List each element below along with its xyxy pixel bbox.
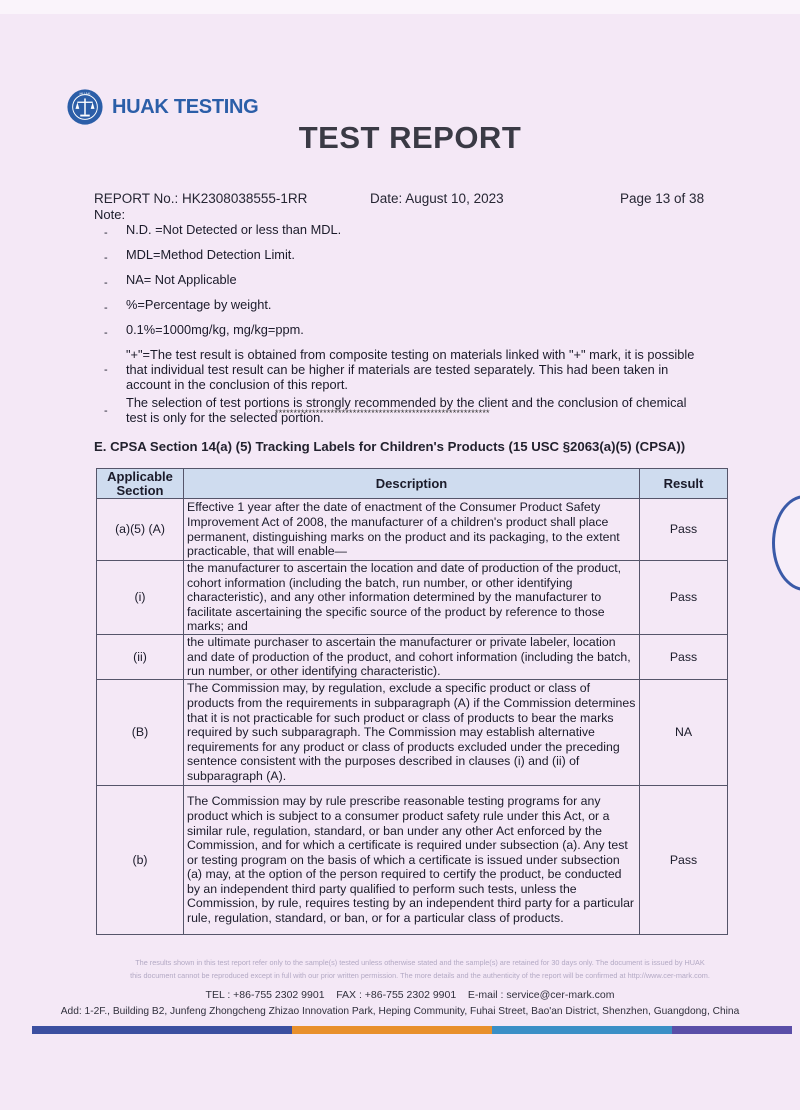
requirements-table — [96, 468, 728, 935]
table-header-row — [97, 469, 728, 499]
table-row — [97, 786, 728, 935]
color-bar-segment — [492, 1026, 672, 1034]
footer-color-bar — [32, 1026, 792, 1034]
separator-line: ********************************************************** — [275, 408, 490, 418]
footer-contact: TEL : +86-755 2302 9901 FAX : +86-755 2302 9901 E-mail : service@cer-mark.com — [205, 989, 615, 1001]
note-text: N.D. =Not Detected or less than MDL. — [126, 222, 342, 237]
column-header-result: Result — [640, 469, 728, 499]
cell-section: (B) — [97, 680, 184, 786]
table-row — [97, 635, 728, 680]
note-text: MDL=Method Detection Limit. — [126, 247, 295, 262]
cell-description: The Commission may, by regulation, exclude a specific product or class of products from the requirements in subparagraph (A) if the Commission determines that it is not practicable for such product or class of products to bear the marks required by such subparagraph. The Commission may establish alternative requirements for any product or class of products excluded under the preceding sentence consistent with the purposes described in clauses (i) and (ii) of subparagraph (A). — [184, 680, 640, 786]
cell-description: Effective 1 year after the date of enactment of the Consumer Product Safety Improvement Act of 2008, the manufacturer of a children's product shall place permanent, distinguishing marks on the product and its packaging, to the extent practicable, that will enable— — [184, 499, 640, 561]
cell-result: Pass — [640, 786, 728, 935]
note-text: 0.1%=1000mg/kg, mg/kg=ppm. — [126, 322, 304, 337]
footer-address: Add: 1-2F., Building B2, Junfeng Zhongcheng Zhizao Innovation Park, Heping Community, Fuhai Street, Bao'an District, Shenzhen, Guangdong, China — [60, 1006, 740, 1017]
note-text: "+"=The test result is obtained from composite testing on materials linked with "+" mark, it is possible that individual test result can be higher if materials are tested separately. This had been taken in account in the conclusion of this report. — [126, 347, 695, 392]
logo-ring-text: HUAK — [79, 91, 91, 97]
disclaimer-line: The results shown in this test report refer only to the sample(s) tested unless otherwise stated and the sample(s) are retained for 30 days only. The document is issued by HUAK — [135, 958, 705, 967]
note-dash: - — [104, 364, 108, 376]
notes-list — [104, 222, 704, 431]
cell-result: Pass — [640, 499, 728, 561]
page-number: Page 13 of 38 — [620, 191, 705, 206]
table-row — [97, 561, 728, 635]
note-dash: - — [104, 252, 108, 264]
note-label: Note: — [94, 207, 126, 222]
stamp-seal — [772, 495, 800, 591]
note-text: %=Percentage by weight. — [126, 297, 272, 312]
company-name: HUAK TESTING — [112, 95, 259, 118]
page-top-edge — [0, 0, 800, 14]
table-row — [97, 499, 728, 561]
column-header-description: Description — [184, 469, 640, 499]
cell-description: The Commission may by rule prescribe reasonable testing programs for any product which is subject to a consumer product safety rule under this Act, or a similar rule, regulation, standard, or ban under any other Act enforced by the Commission, and for which a certificate is required under subsection (a). Any test or testing program on the basis of which a certificate is issued under subsection (a) may, at the option of the person required to certify the product, be conducted by an independent third party qualified to perform such tests, unless the Commission, by rule, requires testing by an independent third party for a particular rule, regulation, standard, or ban, or for a particular class of products. — [184, 786, 640, 935]
color-bar-segment — [292, 1026, 492, 1034]
note-dash: - — [104, 404, 108, 417]
note-dash: - — [104, 277, 108, 289]
report-date: Date: August 10, 2023 — [370, 191, 504, 206]
cell-section: (ii) — [97, 635, 184, 680]
note-text: The selection of test portions is strongly recommended by the client and the conclusion of chemical test is only for the selected portion. — [126, 395, 687, 425]
cell-result: NA — [640, 680, 728, 786]
color-bar-segment — [672, 1026, 792, 1034]
disclaimer-line: this document cannot be reproduced except in full with our prior written permission. The more details and the authenticity of the report will be confirmed at http://www.cer-mark.com. — [130, 971, 710, 980]
footer-disclaimer — [60, 956, 780, 982]
cell-section: (b) — [97, 786, 184, 935]
cell-section: (a)(5) (A) — [97, 499, 184, 561]
note-item — [104, 347, 704, 392]
note-dash: - — [104, 302, 108, 314]
note-item — [104, 222, 704, 241]
cell-description: the ultimate purchaser to ascertain the manufacturer or private labeler, location and date of production of the product, and cohort information (including the batch, run number, or other identifying characteristic). — [184, 635, 640, 680]
section-heading: E. CPSA Section 14(a) (5) Tracking Labels for Children's Products (15 USC §2063(a)(5) (CPSA)) — [94, 439, 686, 454]
color-bar-segment — [32, 1026, 292, 1034]
note-dash: - — [104, 327, 108, 339]
cell-section: (i) — [97, 561, 184, 635]
note-item — [104, 247, 704, 266]
note-item — [104, 272, 704, 291]
note-dash: - — [104, 227, 108, 239]
column-header-section: Applicable Section — [97, 469, 184, 499]
table-row — [97, 680, 728, 786]
note-text: NA= Not Applicable — [126, 272, 237, 287]
note-item — [104, 297, 704, 316]
report-number: REPORT No.: HK2308038555-1RR — [94, 191, 308, 206]
page-title: TEST REPORT — [298, 120, 522, 155]
cell-result: Pass — [640, 635, 728, 680]
cell-description: the manufacturer to ascertain the location and date of production of the product, cohort information (including the batch, run number, or other identifying characteristic), and any other information determined by the manufacturer to facilitate ascertaining the specific source of the product by reference to those marks; and — [184, 561, 640, 635]
note-item — [104, 322, 704, 341]
cell-result: Pass — [640, 561, 728, 635]
